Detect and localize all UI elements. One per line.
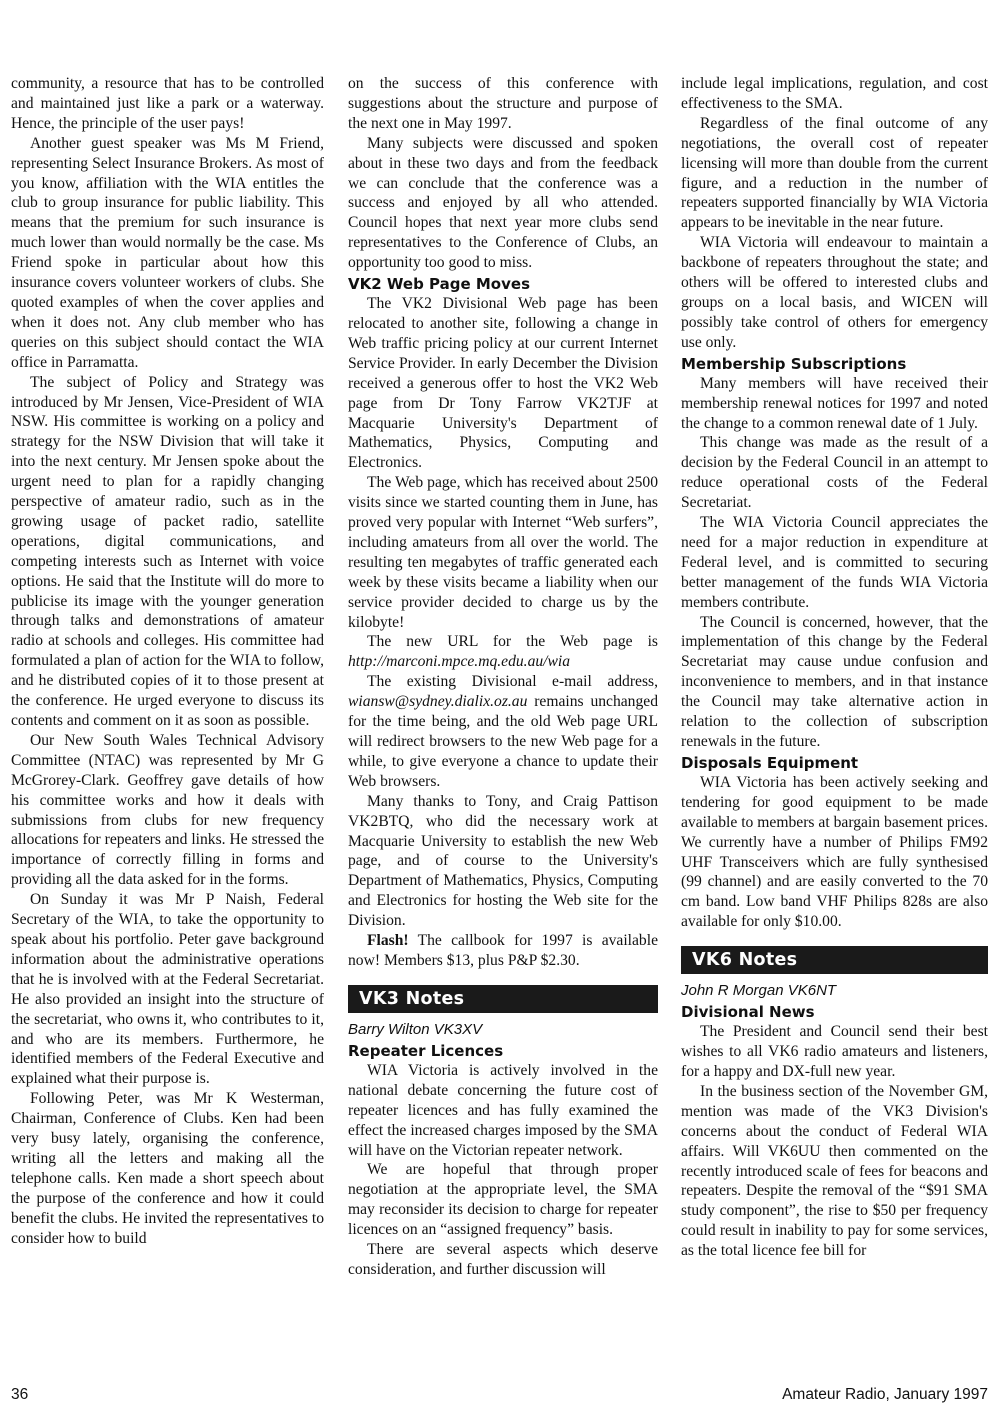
body-paragraph: community, a resource that has to be controlled and maintained just like a park or a waterway. Hence, the principle of the user pays! [11,75,324,132]
body-paragraph: WIA Victoria has been actively seeking and tendering for good equipment to be made available to members at bargain basement prices. We currently have a number of Philips FM92 UHF Transceivers which are fully synthesised (99 channel) and are easily converted to the 70 cm band. Low band VHF Philips 828s are also available for only $10.00. [681,773,988,931]
flash-label: Flash! [367,932,409,950]
email-intro-text: The existing Divisional e-mail address, [367,673,658,691]
body-paragraph: The VK2 Divisional Web page has been relocated to another site, following a change in Web traffic pricing policy at our current Internet Service Provider. In early December the Division received a generous offer to host the VK2 Web page from Dr Tony Farrow VK2TJF at Macquarie University's Department of Mathematics, Physics, Computing and Electronics. [348,295,658,472]
section-heading-repeater-licences: Repeater Licences [348,1041,504,1060]
section-banner-vk3-notes: VK3 Notes [348,985,658,1013]
section-heading-divisional-news: Divisional News [681,1003,815,1022]
body-paragraph: WIA Victoria is actively involved in the national debate concerning the future cost of repeater licences and has fully examined the effect the increased charges imposed by the SMA will have on the Victorian repeater network. [348,1061,658,1159]
column-2 [348,74,658,1280]
web-url-link[interactable]: http://marconi.mpce.mq.edu.au/wia [348,653,571,671]
body-paragraph: include legal implications, regulation, and cost effectiveness to the SMA. [681,75,988,112]
url-intro-text: The new URL for the Web page is [367,633,658,651]
body-paragraph: The Web page, which has received about 2500 visits since we started counting them in June, has proved very popular with Internet “Web surfers”, including amateurs from all over the world. The resulting ten megabytes of traffic generated each week by these visits became a liability when our service provider decided to charge us by the kilobyte! [348,474,658,631]
body-paragraph: Our New South Wales Technical Advisory Committee (NTAC) was represented by Mr G McGrorey-Clark. Geoffrey gave details of how his committee works and how it deals with submissions from clubs for new frequency allocations for repeaters and links. He stressed the importance of correctly filling in forms and providing all the data asked for in the forms. [11,731,324,889]
column-3 [681,74,988,1261]
body-paragraph: Following Peter, was Mr K Westerman, Chairman, Conference of Clubs. Ken had been very busy lately, organising the conference, writing all the letters and making all the telephone calls. Ken made a short speech about the purpose of the conference and how it could benefit the clubs. He invited the representatives to consider how to build [11,1090,324,1247]
email-address-link[interactable]: wiansw@sydney.dialix.oz.au [348,693,528,711]
email-rest-text: remains unchanged for the time being, and the old Web page URL will redirect browsers to the new Web page for a while, to give everyone a chance to update their Web browsers. [348,693,658,790]
body-paragraph [348,931,658,971]
section-heading-web-page: VK2 Web Page Moves [348,275,530,294]
body-paragraph: on the success of this conference with suggestions about the structure and purpose of the next one in May 1997. [348,75,658,132]
section-banner-wrapper [348,985,658,1013]
publication-name: Amateur Radio, January 1997 [782,1386,988,1403]
body-paragraph: Many subjects were discussed and spoken about in these two days and from the feedback we can conclude that the conference was a success and enjoyed by all who attended. Council hopes that next year more clubs send representatives to the Conference of Clubs, an opportunity too good to miss. [348,134,658,272]
body-paragraph: In the business section of the November GM, mention was made of the VK3 Division's concerns about the conduct of Federal WIA affairs. Will VK6UU then commented on the recently introduced scale of fees for beacons and repeaters. Despite the removal of the “$91 SMA study component”, the rise to $50 per frequency could result in inability to pay for some services, as the total licence fee bill for [681,1082,988,1260]
flash-text: The callbook for 1997 is available now! Members $13, plus P&P $2.30. [348,932,658,969]
section-heading-disposals: Disposals Equipment [681,753,859,772]
body-paragraph: There are several aspects which deserve consideration, and further discussion will [348,1241,658,1278]
body-paragraph: WIA Victoria will endeavour to maintain a backbone of repeaters throughout the state; and others will be offered to interested clubs and groups on a local basis, and WICEN will possibly take control of others for emergency use only. [681,234,988,351]
page-number: 36 [11,1386,29,1403]
body-paragraph [348,672,658,791]
body-paragraph: Many thanks to Tony, and Craig Pattison VK2BTQ, who did the necessary work at Macquarie University to establish the new Web page, and of course to the University's Department of Mathematics, Physics, Computing and Electronics for hosting the Web site for the Division. [348,792,658,930]
column-1 [11,74,324,1248]
body-paragraph: The Council is concerned, however, that the implementation of this change by the Federal Secretariat may cause undue confusion and inconvenience to members, and in that instance the Council may take alternative action in relation to the collection of subscription renewals in the future. [681,613,988,750]
body-paragraph: This change was made as the result of a decision by the Federal Council in an attempt to reduce operational costs of the Federal Secretariat. [681,434,988,512]
body-paragraph: Regardless of the final outcome of any negotiations, the overall cost of repeater licensing will more than double from the current figure, and a reduction in the number of repeaters supported financially by WIA Victoria appears to be inevitable in the near future. [681,114,988,232]
body-paragraph: The subject of Policy and Strategy was introduced by Mr Jensen, Vice-President of WIA NSW. His committee is working on a policy and strategy for the NSW Division that will take it into the next century. Mr Jensen spoke about the urgent need to plan for a rapidly changing perspective of amateur radio, such as in the growing usage of packet radio, satellite operations, digital communications, and competing interests such as Internet with voice options. He said that the Institute will do more to publicise its image with the younger generation through talks and demonstrations of amateur radio at schools and colleges. His committee had formulated a plan of action for the WIA to follow, and he distributed copies of it to those present at the conference. He urged everyone to discuss its contents and comment on it as soon as possible. [11,373,324,729]
author-byline: John R Morgan VK6NT [681,982,837,1000]
body-paragraph: On Sunday it was Mr P Naish, Federal Secretary of the WIA, to take the opportunity to speak about his portfolio. Peter gave background information about the administrative operations that he is involved with at the Federal Secretariat. He also provided an insight into the structure of the secretariat, who owns it, who contributes to it, and who are its members. Furthermore, he identified members of the Federal Executive and explained what their purpose is. [11,891,324,1088]
body-paragraph [348,632,658,672]
body-paragraph: The President and Council send their best wishes to all VK6 radio amateurs and listeners, for a happy and DX-full new year. [681,1023,988,1080]
body-paragraph: The WIA Victoria Council appreciates the need for a major reduction in expenditure at Federal level, and is committed to securing better management of the funds WIA Victoria members contribute. [681,514,988,611]
body-paragraph: Many members will have received their membership renewal notices for 1997 and noted the change to a common renewal date of 1 July. [681,374,988,432]
body-paragraph: Another guest speaker was Ms M Friend, representing Select Insurance Brokers. As most of you know, affiliation with the WIA entitles the club to group insurance for public liability. This means that the premium for such insurance is much lower than would normally be the case. Ms Friend spoke in particular about how this insurance covers volunteer workers of clubs. She quoted examples of when the cover applies and when it does not. Any club member who has queries on this subject should contact the WIA office in Parramatta. [11,134,324,371]
section-banner-wrapper [681,946,988,974]
section-banner-vk6-notes: VK6 Notes [681,946,988,974]
author-byline: Barry Wilton VK3XV [348,1020,483,1038]
body-paragraph: We are hopeful that through proper negotiation at the appropriate level, the SMA may reconsider its decision to charge for repeater licences on an “assigned frequency” basis. [348,1161,658,1239]
section-heading-membership: Membership Subscriptions [681,354,907,373]
